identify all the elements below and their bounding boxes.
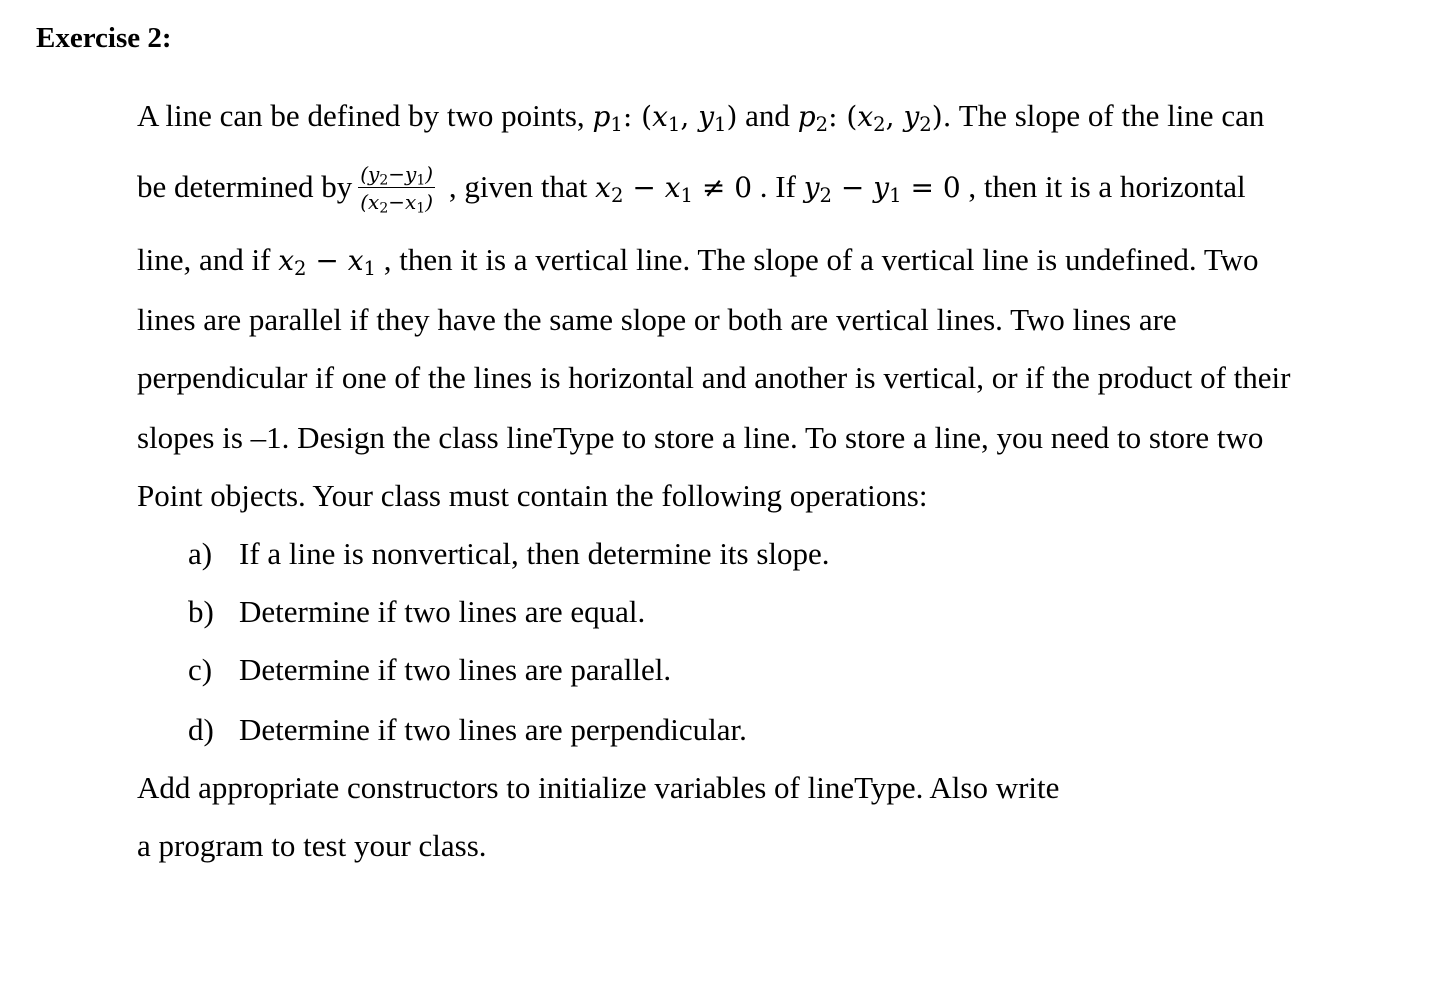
text-span: , given that — [441, 169, 596, 205]
list-item — [188, 596, 645, 627]
math-x2: $x_2$ — [857, 100, 886, 136]
math-colon: : ( — [622, 100, 653, 133]
list-item-label: d) — [188, 712, 214, 747]
math-x2: $x_2$ — [595, 171, 624, 207]
fraction-denominator: $(x_2-x_1)$ — [360, 190, 434, 217]
list-item — [188, 538, 830, 569]
paragraph-line-2 — [137, 162, 1246, 217]
math-minus: − — [623, 171, 665, 205]
list-item-text: Determine if two lines are perpendicular. — [239, 712, 747, 747]
paragraph-line-7: Point objects. Your class must contain the following operations: — [137, 478, 928, 513]
exercise-heading: Exercise 2: — [36, 22, 172, 54]
text-span: The slope of the line can — [951, 98, 1265, 133]
paragraph-line-5: perpendicular if one of the lines is horizontal and another is vertical, or if the product of their — [137, 360, 1291, 395]
math-y1: $y_1$ — [698, 100, 727, 136]
text-span: , then it is a horizontal — [960, 169, 1246, 205]
text-span: and — [737, 98, 798, 133]
math-x1: $x_1$ — [347, 244, 376, 280]
fraction-numerator: $(y_2-y_1)$ — [360, 162, 434, 189]
list-item-text: Determine if two lines are parallel. — [239, 652, 672, 687]
math-close-paren: ). — [931, 100, 952, 133]
math-y2: $y_2$ — [803, 171, 832, 207]
math-not-equal: ≠ 0 — [692, 171, 753, 205]
list-item-label: a) — [188, 536, 213, 571]
list-item — [188, 654, 671, 685]
math-x2: $x_2$ — [278, 244, 307, 280]
math-y1: $y_1$ — [873, 171, 902, 207]
math-p1: $p_1$ — [592, 100, 623, 136]
math-p2: $p_2$ — [797, 100, 829, 136]
list-item-label: b) — [188, 594, 214, 629]
list-item-label: c) — [188, 652, 213, 687]
text-span: A line can be defined by two points, — [137, 98, 593, 133]
list-item-text: Determine if two lines are equal. — [239, 594, 646, 629]
list-item — [188, 714, 747, 745]
slope-fraction — [358, 162, 435, 217]
math-colon: : ( — [828, 100, 858, 133]
text-span: , then it is a vertical line. The slope of a vertical line is undefined. Two — [375, 242, 1259, 277]
math-y2: $y_2$ — [903, 100, 932, 136]
math-comma: , — [885, 100, 904, 133]
math-comma: , — [680, 100, 699, 133]
math-x1: $x_1$ — [652, 100, 681, 136]
paragraph-line-4: lines are parallel if they have the same slope or both are vertical lines. Two lines are — [137, 302, 1177, 337]
math-x1: $x_1$ — [664, 171, 693, 207]
closing-line-1: Add appropriate constructors to initialize variables of lineType. Also write — [137, 770, 1060, 805]
text-span: be determined by — [137, 169, 353, 205]
math-minus: − — [306, 244, 348, 277]
paragraph-line-3 — [137, 242, 1259, 280]
closing-line-2: a program to test your class. — [137, 828, 487, 863]
math-minus: − — [832, 171, 874, 205]
paragraph-line-6: slopes is –1. Design the class lineType to store a line. To store a line, you need to store two — [137, 420, 1264, 455]
list-item-text: If a line is nonvertical, then determine its slope. — [239, 536, 830, 571]
text-span: . If — [752, 169, 804, 205]
math-equals: = 0 — [901, 171, 961, 205]
text-span: line, and if — [137, 242, 279, 277]
math-close-paren: ) — [726, 100, 738, 133]
paragraph-line-1 — [137, 98, 1265, 136]
